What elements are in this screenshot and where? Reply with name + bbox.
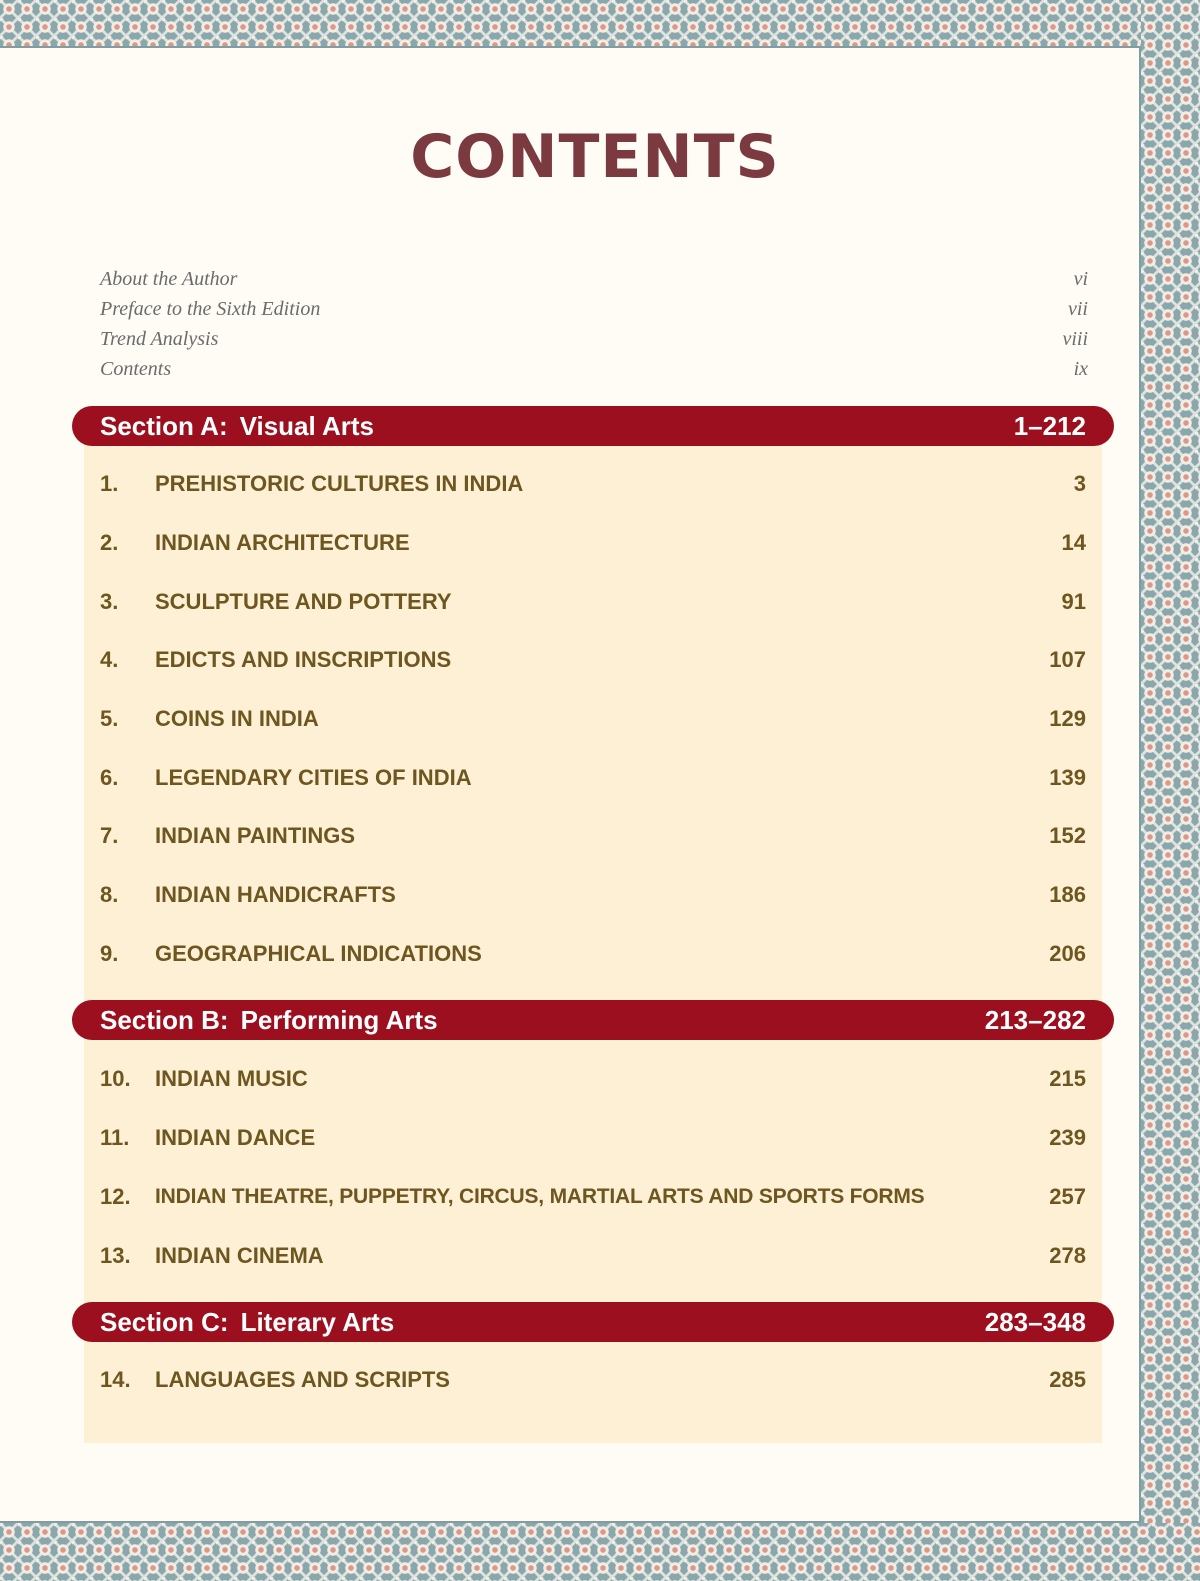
chapter-title: INDIAN HANDICRAFTS	[155, 882, 396, 907]
section-name: Literary Arts	[240, 1307, 395, 1337]
border-rule-right	[1139, 46, 1141, 1523]
chapter-number: 1.	[100, 471, 119, 496]
chapter-title: INDIAN THEATRE, PUPPETRY, CIRCUS, MARTIAL ARTS AND SPORTS FORMS	[155, 1185, 925, 1208]
chapter-entry[interactable]	[100, 1059, 1086, 1099]
page-title: CONTENTS	[410, 122, 780, 192]
chapter-entry[interactable]	[100, 523, 1086, 563]
chapter-title: INDIAN CINEMA	[155, 1243, 324, 1268]
chapter-page: 215	[1049, 1066, 1086, 1091]
chapter-entry[interactable]	[100, 758, 1086, 798]
front-matter-page: ix	[1073, 358, 1088, 380]
front-matter-list	[100, 264, 1088, 384]
section-header-c[interactable]	[72, 1302, 1114, 1342]
chapter-title: INDIAN PAINTINGS	[155, 823, 356, 848]
section-page-range: 1–212	[1013, 411, 1086, 441]
chapter-number: 5.	[100, 706, 119, 731]
section-label: Section A:	[100, 411, 228, 441]
ornamental-border-top	[0, 0, 1200, 46]
chapter-title: PREHISTORIC CULTURES IN INDIA	[155, 471, 524, 496]
chapter-page: 206	[1049, 941, 1086, 966]
chapter-title: INDIAN ARCHITECTURE	[155, 530, 410, 555]
front-matter-page: viii	[1062, 328, 1088, 350]
front-matter-title: Trend Analysis	[100, 328, 219, 350]
chapter-entry[interactable]	[100, 1360, 1086, 1400]
chapter-entry[interactable]	[100, 1118, 1086, 1158]
chapter-title: SCULPTURE AND POTTERY	[155, 589, 452, 614]
front-matter-item[interactable]	[100, 354, 1088, 384]
chapter-page: 186	[1049, 882, 1086, 907]
chapter-number: 14.	[100, 1367, 131, 1392]
chapter-number: 9.	[100, 941, 119, 966]
section-page-range: 213–282	[984, 1005, 1086, 1035]
front-matter-item[interactable]	[100, 294, 1088, 324]
chapter-entry[interactable]	[100, 816, 1086, 856]
front-matter-page: vii	[1068, 298, 1088, 320]
chapter-number: 7.	[100, 823, 119, 848]
chapter-entry[interactable]	[100, 582, 1086, 622]
chapter-entry[interactable]	[100, 640, 1086, 680]
section-header-a[interactable]	[72, 406, 1114, 446]
section-label: Section B:	[100, 1005, 229, 1035]
section-name: Visual Arts	[239, 411, 375, 441]
chapter-page: 14	[1061, 530, 1086, 555]
section-label: Section C:	[100, 1307, 229, 1337]
chapter-number: 13.	[100, 1243, 131, 1268]
chapter-title: COINS IN INDIA	[155, 706, 319, 731]
front-matter-item[interactable]	[100, 264, 1088, 294]
chapter-page: 257	[1049, 1184, 1086, 1209]
chapter-page: 285	[1049, 1367, 1086, 1392]
chapter-page: 139	[1049, 765, 1086, 790]
chapter-number: 4.	[100, 647, 119, 672]
chapter-page: 152	[1049, 823, 1086, 848]
border-rule-bottom	[0, 1521, 1141, 1523]
front-matter-title: Preface to the Sixth Edition	[100, 298, 321, 320]
front-matter-title: Contents	[100, 358, 172, 380]
chapter-entry[interactable]	[100, 1177, 1086, 1217]
front-matter-title: About the Author	[100, 268, 238, 290]
chapter-page: 278	[1049, 1243, 1086, 1268]
chapter-entry[interactable]	[100, 699, 1086, 739]
chapter-number: 8.	[100, 882, 119, 907]
chapter-page: 3	[1073, 471, 1086, 496]
section-header-b[interactable]	[72, 1000, 1114, 1040]
chapter-number: 6.	[100, 765, 119, 790]
chapter-page: 91	[1061, 589, 1086, 614]
chapter-entry[interactable]	[100, 1236, 1086, 1276]
section-name: Performing Arts	[240, 1005, 438, 1035]
chapter-title: INDIAN DANCE	[155, 1125, 316, 1150]
front-matter-item[interactable]	[100, 324, 1088, 354]
chapter-number: 2.	[100, 530, 119, 555]
chapter-page: 129	[1049, 706, 1086, 731]
ornamental-border-right	[1141, 0, 1200, 1581]
chapter-entry[interactable]	[100, 464, 1086, 504]
chapter-title: INDIAN MUSIC	[155, 1066, 308, 1091]
front-matter-page: vi	[1073, 268, 1088, 290]
chapter-entry[interactable]	[100, 875, 1086, 915]
chapter-page: 107	[1049, 647, 1086, 672]
chapter-title: EDICTS AND INSCRIPTIONS	[155, 647, 452, 672]
chapter-number: 10.	[100, 1066, 131, 1091]
ornamental-border-bottom	[0, 1523, 1200, 1581]
chapter-entry[interactable]	[100, 934, 1086, 974]
chapter-number: 12.	[100, 1184, 131, 1209]
chapter-page: 239	[1049, 1125, 1086, 1150]
chapter-title: LEGENDARY CITIES OF INDIA	[155, 765, 472, 790]
chapter-title: GEOGRAPHICAL INDICATIONS	[155, 941, 482, 966]
chapter-number: 3.	[100, 589, 119, 614]
chapter-title: LANGUAGES AND SCRIPTS	[155, 1367, 450, 1392]
chapter-number: 11.	[100, 1125, 130, 1150]
section-page-range: 283–348	[984, 1307, 1086, 1337]
